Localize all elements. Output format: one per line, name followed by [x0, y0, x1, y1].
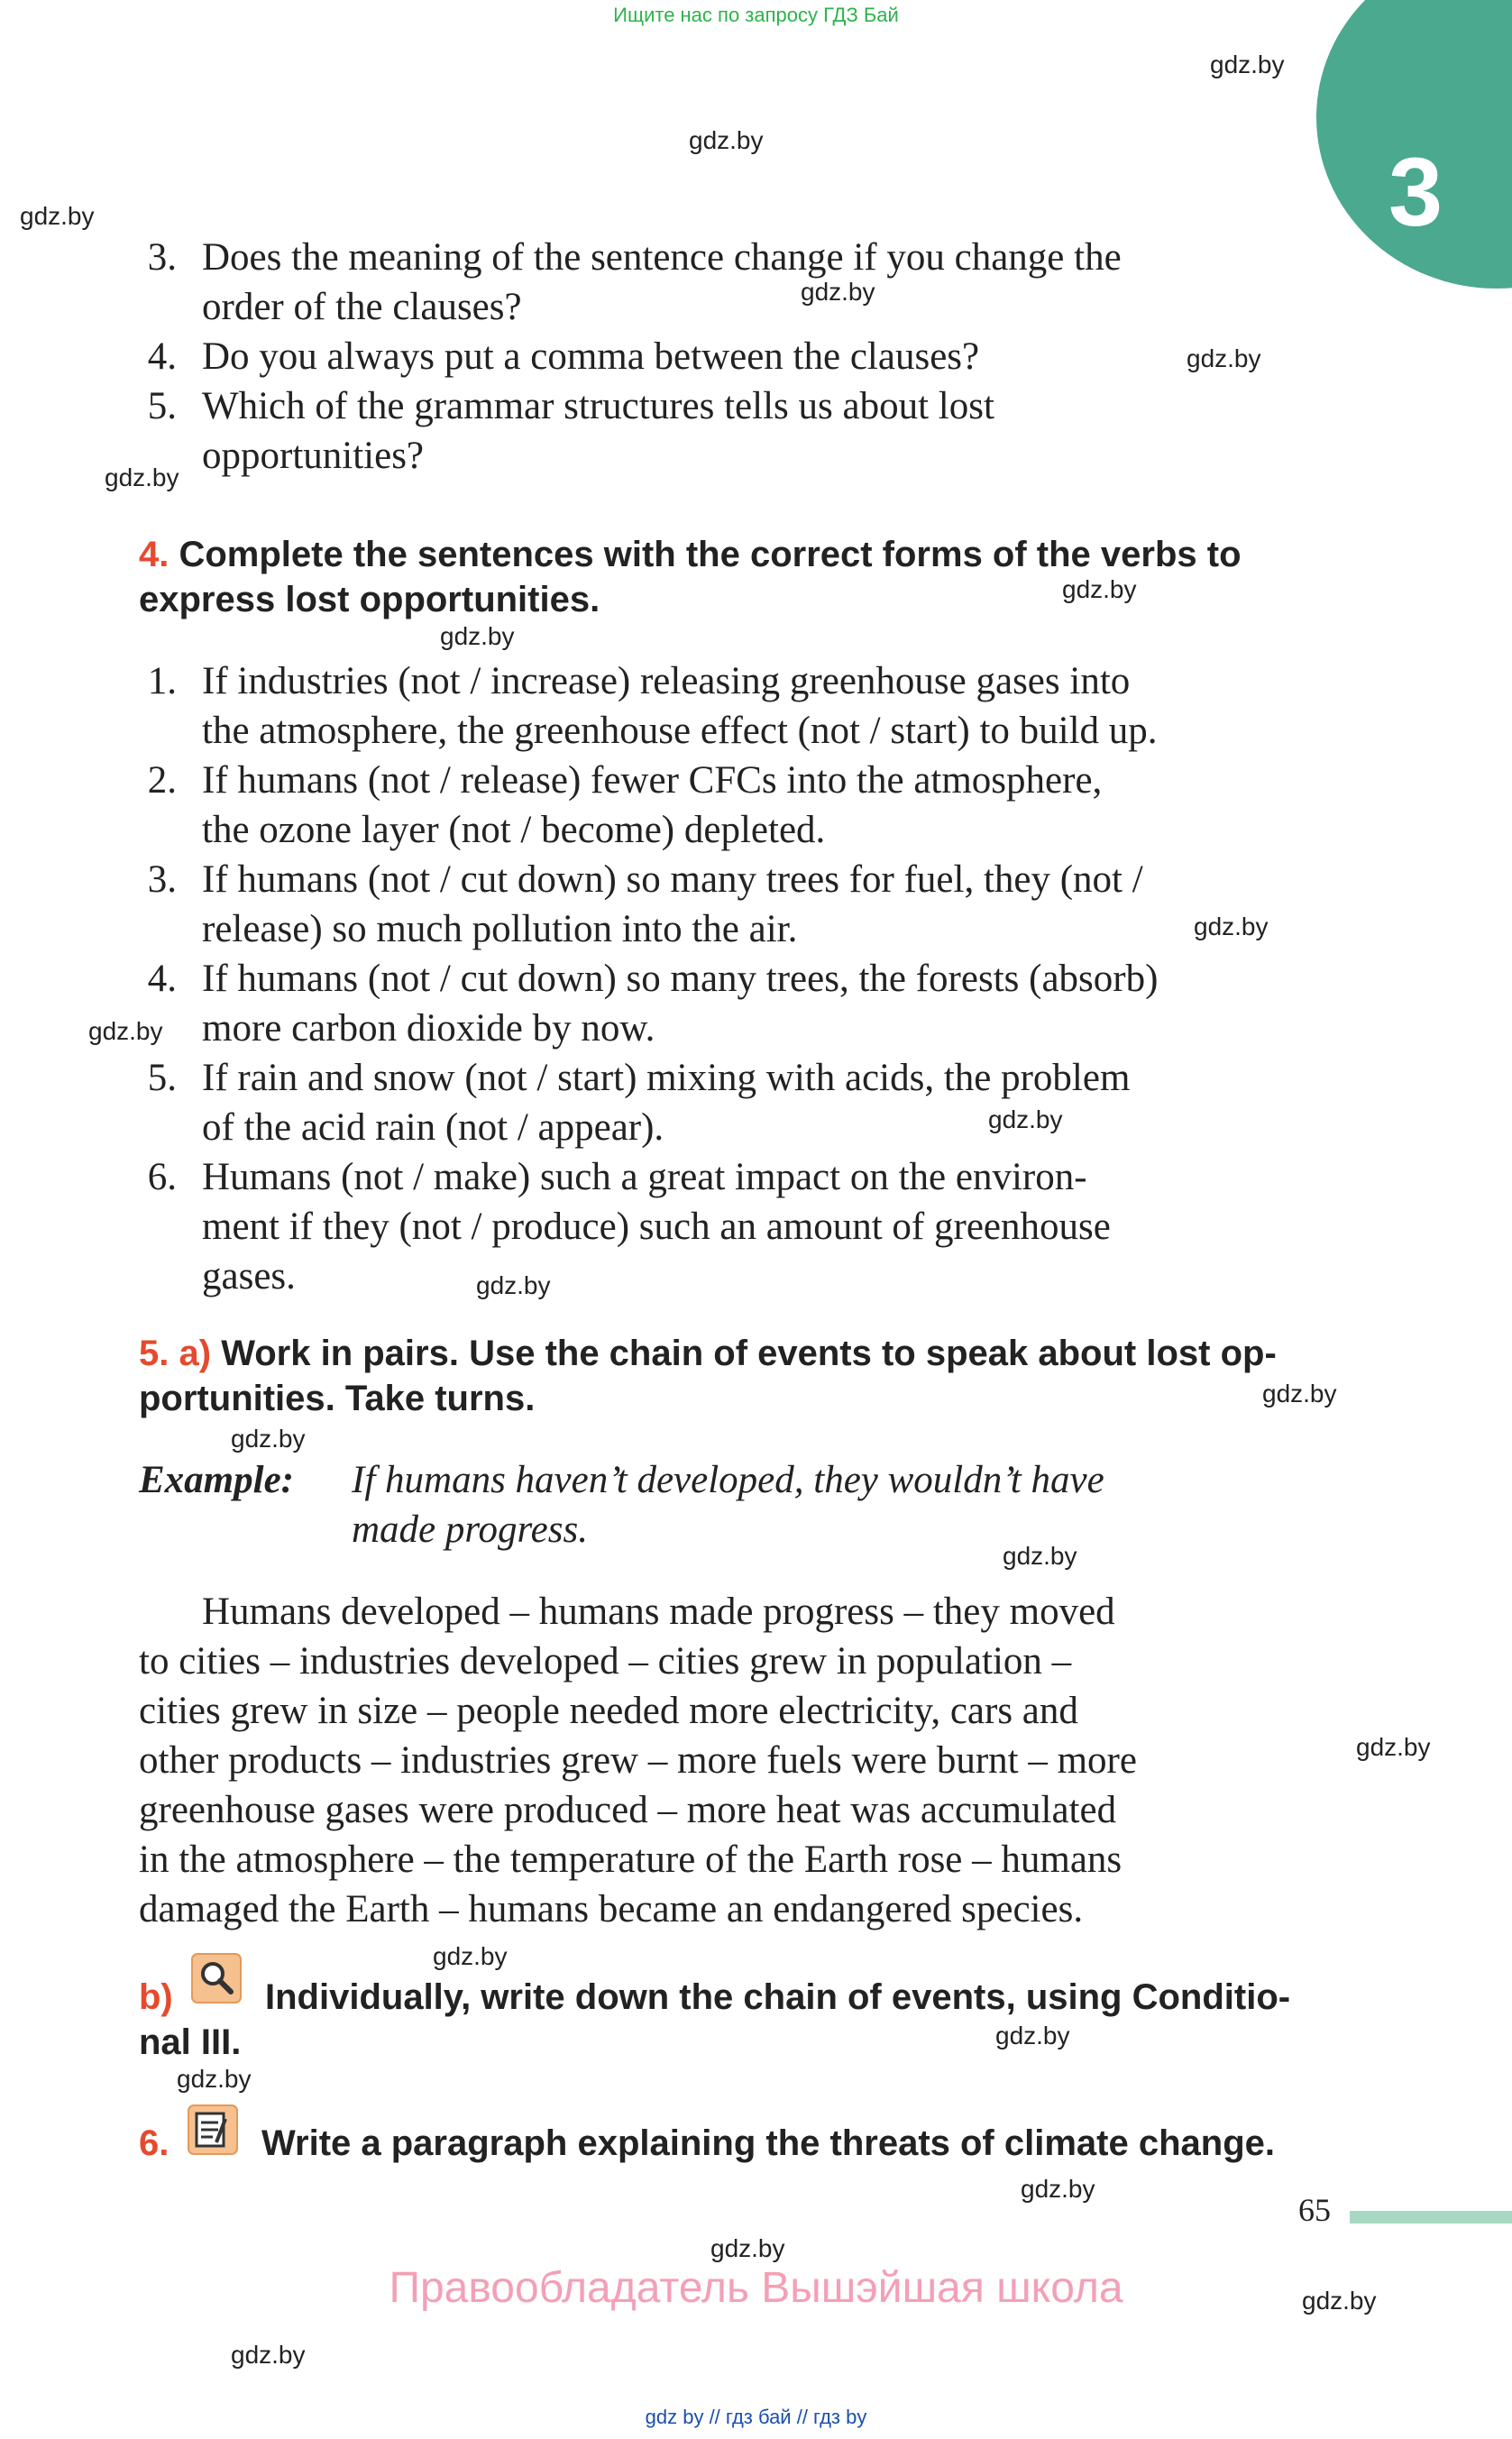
sentence-text: gases. [202, 1255, 296, 1297]
watermark: gdz.by [433, 1942, 508, 1970]
page-number-bar [1350, 2211, 1512, 2224]
watermark: gdz.by [988, 1105, 1063, 1133]
unit-number: 3 [1388, 137, 1443, 246]
watermark: gdz.by [440, 622, 515, 650]
watermark: gdz.by [1187, 344, 1261, 372]
task-instruction: express lost opportunities. [139, 580, 600, 619]
example-text: If humans haven’t developed, they wouldn’t have [352, 1459, 1104, 1501]
chain-line: damaged the Earth – humans became an endangered species. [139, 1888, 1084, 1930]
sentence-text: ment if they (not / produce) such an amount of greenhouse [202, 1206, 1111, 1248]
sentence-number: 3. [147, 858, 177, 901]
watermark: gdz.by [231, 2341, 306, 2369]
chain-line: Humans developed – humans made progress – they moved [202, 1591, 1115, 1633]
watermark: gdz.by [1194, 912, 1269, 940]
sentence-text: the atmosphere, the greenhouse effect (not / start) to build up. [202, 710, 1158, 752]
question-text: opportunities? [202, 435, 425, 477]
watermark: gdz.by [88, 1017, 163, 1045]
sentence-number: 5. [147, 1057, 177, 1099]
watermark: gdz.by [710, 2234, 785, 2262]
watermark: gdz.by [20, 202, 95, 230]
task-5a-heading [139, 1331, 1277, 1376]
watermark: gdz.by [1062, 575, 1137, 603]
sentence-number: 6. [147, 1156, 177, 1198]
question-text: order of the clauses? [202, 286, 522, 328]
task-letter: b) [139, 1977, 173, 2017]
chain-line: in the atmosphere – the temperature of the Earth rose – humans [139, 1838, 1123, 1881]
task-4-heading [139, 532, 1242, 577]
sentence-number: 2. [147, 759, 177, 802]
chain-line: other products – industries grew – more fuels were burnt – more [139, 1739, 1137, 1782]
watermark: gdz.by [801, 278, 875, 306]
sentence-number: 1. [147, 660, 177, 702]
sentence-text: If humans (not / release) fewer CFCs into the atmosphere, [202, 759, 1103, 802]
watermark: gdz.by [1356, 1733, 1431, 1761]
page-number: 65 [1298, 2192, 1331, 2228]
sentence-text: If humans (not / cut down) so many trees for fuel, they (not / [202, 858, 1143, 901]
notebook-write-icon [188, 2104, 238, 2155]
sentence-number: 4. [147, 958, 177, 1000]
watermark: gdz.by [105, 463, 179, 491]
bottom-links[interactable]: gdz by // гдз бай // гдз by [645, 2406, 867, 2428]
example-text: made progress. [352, 1508, 588, 1551]
question-text: Do you always put a comma between the clauses? [202, 335, 980, 378]
sentence-text: of the acid rain (not / appear). [202, 1106, 664, 1149]
task-instruction: Write a paragraph explaining the threats of climate change. [261, 2123, 1275, 2163]
sentence-text: If industries (not / increase) releasing greenhouse gases into [202, 660, 1131, 702]
question-number: 5. [147, 385, 177, 427]
watermark: gdz.by [1003, 1542, 1077, 1570]
watermark: gdz.by [476, 1271, 551, 1299]
task-instruction: portunities. Take turns. [139, 1379, 536, 1418]
top-banner: Ищите нас по запросу ГДЗ Бай [613, 4, 899, 26]
watermark: gdz.by [995, 2022, 1070, 2049]
chain-line: greenhouse gases were produced – more heat was accumulated [139, 1789, 1117, 1831]
watermark: gdz.by [231, 1425, 306, 1453]
task-number: 5. [139, 1334, 170, 1373]
watermark: gdz.by [177, 2065, 252, 2093]
task-instruction: Individually, write down the chain of events, using Conditio- [265, 1977, 1291, 2017]
sentence-text: Humans (not / make) such a great impact on the environ- [202, 1156, 1087, 1198]
example-label: Example: [139, 1459, 294, 1501]
task-instruction: Complete the sentences with the correct forms of the verbs to [179, 535, 1242, 574]
watermark: gdz.by [689, 126, 764, 154]
copyright-notice: Правообладатель Вышэйшая школа [389, 2264, 1123, 2312]
task-number: 6. [139, 2123, 170, 2163]
question-text: Which of the grammar structures tells us about lost [202, 385, 994, 427]
task-letter: a) [179, 1334, 212, 1373]
question-text: Does the meaning of the sentence change if you change the [202, 236, 1122, 279]
chain-line: to cities – industries developed – cities grew in population – [139, 1640, 1072, 1683]
sentence-text: the ozone layer (not / become) depleted. [202, 809, 826, 851]
question-number: 3. [147, 236, 177, 279]
task-instruction: nal III. [139, 2022, 242, 2062]
question-number: 4. [147, 335, 177, 378]
task-number: 4. [139, 535, 170, 574]
sentence-text: more carbon dioxide by now. [202, 1007, 655, 1050]
watermark: gdz.by [1302, 2287, 1377, 2315]
sentence-text: If humans (not / cut down) so many trees, the forests (absorb) [202, 958, 1159, 1000]
chain-line: cities grew in size – people needed more electricity, cars and [139, 1690, 1078, 1732]
magnifier-icon [191, 1953, 242, 2003]
sentence-text: If rain and snow (not / start) mixing with acids, the problem [202, 1057, 1131, 1099]
watermark: gdz.by [1210, 50, 1285, 78]
watermark: gdz.by [1262, 1380, 1337, 1407]
watermark: gdz.by [1021, 2175, 1095, 2203]
sentence-text: release) so much pollution into the air. [202, 908, 798, 950]
task-instruction: Work in pairs. Use the chain of events to speak about lost op- [221, 1334, 1277, 1373]
